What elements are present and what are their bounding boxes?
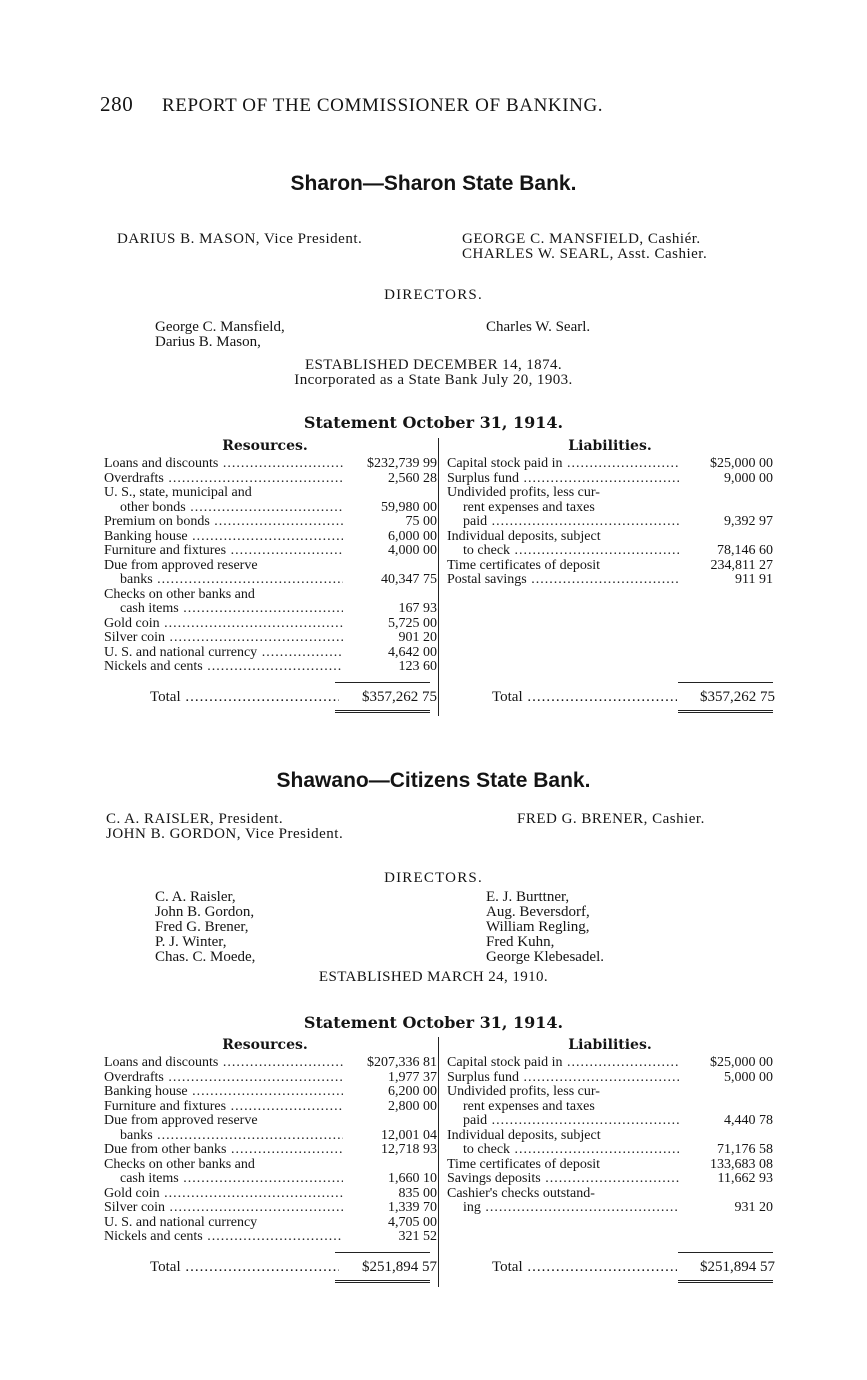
directors-left xyxy=(155,890,255,965)
table-row xyxy=(447,1085,773,1100)
table-row xyxy=(104,1230,437,1245)
table-row xyxy=(447,1187,773,1202)
row-amount: 1,339 70 xyxy=(388,1200,437,1215)
bank-title: Sharon—Sharon State Bank. xyxy=(290,172,577,195)
resources-total-row xyxy=(104,1259,437,1276)
table-row xyxy=(104,544,437,559)
sum-rule xyxy=(678,1252,773,1253)
total-label: Total ..... xyxy=(446,1259,677,1276)
table-row xyxy=(447,1071,773,1086)
total-double-rule xyxy=(678,1280,773,1283)
row-label: Surplus fund ..... xyxy=(447,1071,679,1086)
row-label: Premium on bonds ..... xyxy=(104,515,343,530)
row-label: Due from approved reserve xyxy=(104,1114,258,1128)
row-label: rent expenses and taxes xyxy=(463,500,595,515)
row-label: cash items ..... xyxy=(104,602,343,617)
row-label: Overdrafts ..... xyxy=(104,1071,343,1086)
row-amount: 78,146 60 xyxy=(717,543,773,558)
director: George C. Mansfield, xyxy=(155,319,285,335)
row-amount: 4,705 00 xyxy=(388,1214,437,1230)
row-label: Postal savings ..... xyxy=(447,573,679,588)
table-row xyxy=(104,1201,437,1216)
row-label: Due from other banks ..... xyxy=(104,1143,343,1158)
table-row xyxy=(104,515,437,530)
director: Fred G. Brener, xyxy=(155,919,249,935)
table-row xyxy=(104,559,437,574)
row-label: banks ..... xyxy=(104,1129,343,1144)
row-amount: 12,001 04 xyxy=(381,1127,437,1143)
row-label: Due from approved reserve xyxy=(104,558,258,573)
row-label: Furniture and fixtures ..... xyxy=(104,544,343,559)
row-label: Nickels and cents ..... xyxy=(104,1230,343,1245)
table-row xyxy=(104,588,437,603)
table-row xyxy=(447,501,773,516)
director: William Regling, xyxy=(486,919,590,935)
table-row xyxy=(104,1158,437,1173)
director: Chas. C. Moede, xyxy=(155,949,256,965)
row-amount: 59,980 00 xyxy=(381,499,437,515)
row-label: U. S. and national currency xyxy=(104,1215,258,1230)
table-row xyxy=(104,1114,437,1129)
table-row xyxy=(447,457,773,472)
officer: CHARLES W. SEARL, Asst. Cashier. xyxy=(462,246,708,262)
total-label: Total ..... xyxy=(104,1259,339,1276)
directors-right xyxy=(486,320,590,335)
row-label: other bonds ..... xyxy=(104,501,343,516)
director: Charles W. Searl. xyxy=(486,319,591,335)
table-row xyxy=(104,472,437,487)
liabilities-total: $357,262 75 xyxy=(700,689,775,705)
liabilities-total: $251,894 57 xyxy=(700,1259,775,1275)
liabilities-heading: Liabilities. xyxy=(568,1037,652,1053)
row-amount: 5,000 00 xyxy=(724,1069,773,1085)
row-label: Checks on other banks and xyxy=(104,587,255,602)
table-row xyxy=(447,1201,773,1216)
liabilities-table xyxy=(447,1056,773,1216)
resources-total-row xyxy=(104,689,437,706)
director: Darius B. Mason, xyxy=(155,334,261,350)
officers-left xyxy=(106,812,343,842)
column-divider xyxy=(438,438,439,716)
row-amount: 4,440 78 xyxy=(724,1113,773,1128)
row-label: Undivided profits, less cur- xyxy=(447,486,600,500)
row-amount: 6,200 00 xyxy=(388,1084,437,1099)
director: George Klebesadel. xyxy=(486,949,605,965)
total-label: Total ..... xyxy=(446,689,677,706)
row-amount: 71,176 58 xyxy=(717,1142,773,1157)
row-label: Individual deposits, subject xyxy=(447,1128,601,1143)
table-row xyxy=(104,1216,437,1231)
director: Fred Kuhn, xyxy=(486,934,555,950)
table-row xyxy=(447,1129,773,1144)
row-amount: 6,000 00 xyxy=(388,528,437,544)
row-amount: 931 20 xyxy=(734,1200,773,1215)
director: P. J. Winter, xyxy=(155,934,227,950)
row-amount: 835 00 xyxy=(398,1185,437,1201)
table-row xyxy=(447,486,773,501)
incorporated-line: Incorporated as a State Bank July 20, 1903. xyxy=(294,372,573,388)
table-row xyxy=(104,1085,437,1100)
resources-table xyxy=(104,457,437,675)
resources-total: $357,262 75 xyxy=(362,689,437,705)
row-label: Capital stock paid in ..... xyxy=(447,1056,679,1071)
row-label: Cashier's checks outstand- xyxy=(447,1186,595,1201)
row-amount: 9,392 97 xyxy=(724,514,773,529)
row-label: banks ..... xyxy=(104,573,343,588)
table-row xyxy=(447,515,773,530)
row-label: Furniture and fixtures ..... xyxy=(104,1100,343,1115)
row-amount: 75 00 xyxy=(405,514,437,529)
table-row xyxy=(104,602,437,617)
directors-heading: DIRECTORS. xyxy=(384,870,483,886)
total-double-rule xyxy=(335,1280,430,1283)
table-row xyxy=(104,1071,437,1086)
table-row xyxy=(447,1143,773,1158)
statement-heading: Statement October 31, 1914. xyxy=(303,413,564,432)
row-amount: 9,000 00 xyxy=(724,470,773,486)
row-label: Capital stock paid in ..... xyxy=(447,457,679,472)
row-amount: 40,347 75 xyxy=(381,572,437,587)
row-amount: 911 91 xyxy=(735,572,773,587)
established-line: ESTABLISHED MARCH 24, 1910. xyxy=(318,969,549,985)
row-amount: $25,000 00 xyxy=(710,1055,773,1070)
director: C. A. Raisler, xyxy=(155,889,236,905)
liabilities-total-row xyxy=(446,689,775,706)
director: John B. Gordon, xyxy=(155,904,255,920)
officer: GEORGE C. MANSFIELD, Cashiér. xyxy=(462,231,701,247)
row-label: to check ..... xyxy=(447,1143,679,1158)
column-divider xyxy=(438,1037,439,1287)
table-row xyxy=(104,486,437,501)
table-row xyxy=(104,631,437,646)
officers-right xyxy=(517,812,705,827)
row-label: Loans and discounts ..... xyxy=(104,457,343,472)
page-number: 280 xyxy=(100,92,134,116)
row-label: Banking house ..... xyxy=(104,1085,343,1100)
table-row xyxy=(447,530,773,545)
table-row xyxy=(447,1056,773,1071)
row-amount: 12,718 93 xyxy=(381,1142,437,1157)
row-label: Gold coin ..... xyxy=(104,1187,343,1202)
row-label: Savings deposits ..... xyxy=(447,1172,679,1187)
row-label: cash items ..... xyxy=(104,1172,343,1187)
officer: FRED G. BRENER, Cashier. xyxy=(517,811,705,827)
row-label: to check ..... xyxy=(447,544,679,559)
row-label: Surplus fund ..... xyxy=(447,472,679,487)
directors-left xyxy=(155,320,285,350)
directors-right xyxy=(486,890,604,965)
table-row xyxy=(447,544,773,559)
total-label: Total ..... xyxy=(104,689,339,706)
row-amount: 167 93 xyxy=(398,601,437,616)
row-label: U. S. and national currency ..... xyxy=(104,646,343,661)
row-label: Checks on other banks and xyxy=(104,1157,255,1172)
sum-rule xyxy=(335,1252,430,1253)
total-double-rule xyxy=(335,710,430,713)
liabilities-total-row xyxy=(446,1259,775,1276)
row-amount: $25,000 00 xyxy=(710,456,773,471)
table-row xyxy=(447,1114,773,1129)
table-row xyxy=(447,559,773,574)
statement-heading: Statement October 31, 1914. xyxy=(303,1013,564,1032)
resources-total: $251,894 57 xyxy=(362,1259,437,1275)
row-amount: 1,660 10 xyxy=(388,1171,437,1186)
officer: C. A. RAISLER, President. xyxy=(106,811,284,827)
officer: DARIUS B. MASON, Vice President. xyxy=(117,231,363,247)
row-label: Time certificates of deposit xyxy=(447,558,601,573)
table-row xyxy=(104,1187,437,1202)
row-amount: 11,662 93 xyxy=(717,1171,773,1186)
resources-heading: Resources. xyxy=(222,1037,308,1053)
officers-left xyxy=(117,232,362,247)
table-row xyxy=(104,1056,437,1071)
table-row xyxy=(104,1100,437,1115)
row-amount: 234,811 27 xyxy=(710,557,773,573)
table-row xyxy=(104,530,437,545)
report-title: REPORT OF THE COMMISSIONER OF BANKING. xyxy=(162,95,604,116)
director: E. J. Burttner, xyxy=(486,889,570,905)
row-amount: $207,336 81 xyxy=(367,1055,437,1070)
row-amount: 901 20 xyxy=(398,630,437,645)
row-label: Banking house ..... xyxy=(104,530,343,545)
table-row xyxy=(104,1129,437,1144)
established xyxy=(0,970,867,985)
row-amount: 4,642 00 xyxy=(388,644,437,660)
established-line: ESTABLISHED DECEMBER 14, 1874. xyxy=(304,357,563,373)
table-row xyxy=(447,1100,773,1115)
director: Aug. Beversdorf, xyxy=(486,904,590,920)
row-amount: $232,739 99 xyxy=(367,456,437,471)
row-amount: 5,725 00 xyxy=(388,615,437,631)
row-label: Undivided profits, less cur- xyxy=(447,1085,600,1099)
row-label: rent expenses and taxes xyxy=(463,1099,595,1114)
row-label: Nickels and cents ..... xyxy=(104,660,343,675)
row-amount: 4,000 00 xyxy=(388,543,437,558)
table-row xyxy=(104,501,437,516)
table-row xyxy=(447,1158,773,1173)
resources-heading: Resources. xyxy=(222,438,308,454)
row-label: paid ..... xyxy=(447,1114,679,1129)
officers-right xyxy=(462,232,707,262)
liabilities-table xyxy=(447,457,773,588)
row-label: Individual deposits, subject xyxy=(447,529,601,544)
row-label: Loans and discounts ..... xyxy=(104,1056,343,1071)
table-row xyxy=(104,1172,437,1187)
liabilities-heading: Liabilities. xyxy=(568,438,652,454)
resources-table xyxy=(104,1056,437,1245)
table-row xyxy=(104,617,437,632)
directors-heading: DIRECTORS. xyxy=(384,287,483,303)
row-amount: 2,800 00 xyxy=(388,1098,437,1114)
row-label: Silver coin ..... xyxy=(104,1201,343,1216)
table-row xyxy=(447,472,773,487)
row-amount: 133,683 08 xyxy=(710,1156,773,1172)
table-row xyxy=(104,1143,437,1158)
row-label: Time certificates of deposit xyxy=(447,1157,601,1172)
table-row xyxy=(104,646,437,661)
table-row xyxy=(104,457,437,472)
row-label: Silver coin ..... xyxy=(104,631,343,646)
sum-rule xyxy=(335,682,430,683)
bank-title: Shawano—Citizens State Bank. xyxy=(276,769,591,792)
sum-rule xyxy=(678,682,773,683)
row-amount: 123 60 xyxy=(398,659,437,674)
table-row xyxy=(447,1172,773,1187)
table-row xyxy=(104,573,437,588)
table-row xyxy=(104,660,437,675)
row-label: paid ..... xyxy=(447,515,679,530)
row-label: Overdrafts ..... xyxy=(104,472,343,487)
row-amount: 321 52 xyxy=(398,1229,437,1244)
row-label: ing ..... xyxy=(447,1201,679,1216)
page-header xyxy=(100,92,603,117)
total-double-rule xyxy=(678,710,773,713)
row-amount: 2,560 28 xyxy=(388,470,437,486)
row-label: Gold coin ..... xyxy=(104,617,343,632)
row-label: U. S., state, municipal and xyxy=(104,486,252,500)
row-amount: 1,977 37 xyxy=(388,1069,437,1085)
table-row xyxy=(447,573,773,588)
established xyxy=(0,358,867,388)
officer: JOHN B. GORDON, Vice President. xyxy=(106,826,344,842)
